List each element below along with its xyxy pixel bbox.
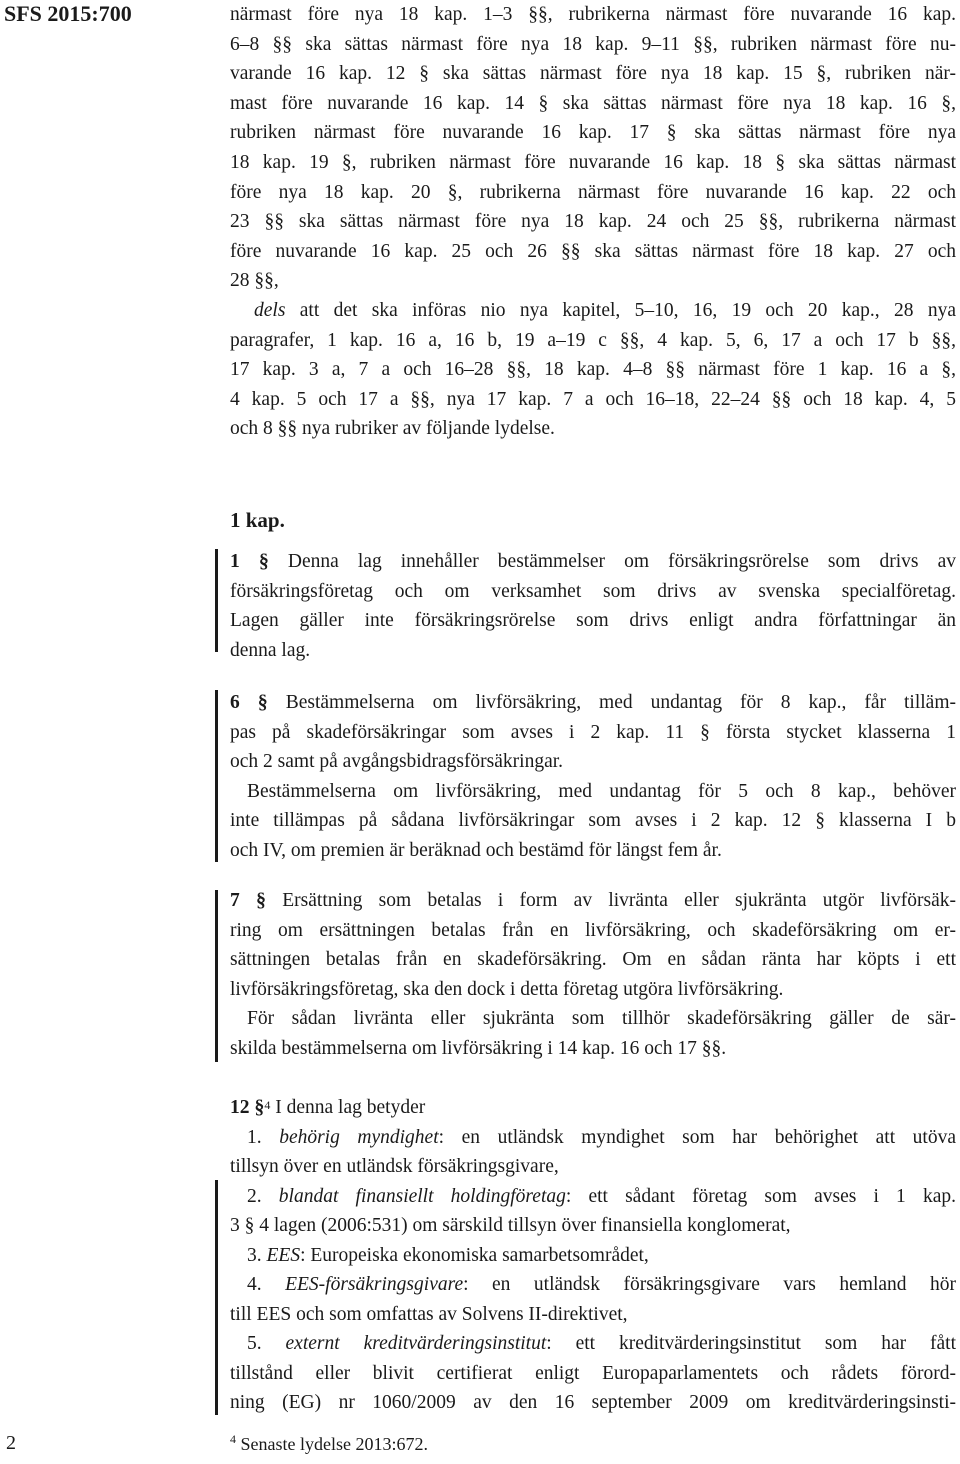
intro-line: varande 16 kap. 12 § ska sättas närmast före nya 18 kap. 15 §, rubriken när- [230, 63, 956, 85]
page-number: 2 [6, 1432, 16, 1454]
footnote-marker: 4 [230, 1432, 236, 1446]
defined-term: behörig myndighet [279, 1126, 439, 1148]
definition-line: 2. blandat finansiellt holdingföretag: ett sådant företag som avses i 1 kap. [247, 1185, 956, 1207]
definition-line: 4. EES-försäkringsgivare: en utländsk försäkringsgivare vars hemland hör [247, 1274, 956, 1295]
chapter-heading: 1 kap. [230, 508, 285, 532]
sfs-number: SFS 2015:700 [4, 1, 132, 26]
defined-term: EES [266, 1244, 301, 1266]
section-1 [230, 547, 956, 665]
footnote-ref: 4 [264, 1098, 271, 1112]
section-line: 12 §$^4$ I denna lag betyder [230, 1096, 426, 1118]
section-line: skilda bestämmelserna om livförsäkring i 14 kap. 16 och 17 §§. [230, 1037, 727, 1059]
definition-line: 3 § 4 lagen (2006:531) om särskild tillsyn över finansiella konglomerat, [230, 1215, 791, 1236]
defined-term: blandat finansiellt holdingföretag [278, 1185, 566, 1207]
intro-line: närmast före nya 18 kap. 1–3 §§, rubrikerna närmast före nuvarande 16 kap. [230, 4, 956, 25]
dels-line [230, 296, 956, 326]
section-line: 6 § Bestämmelserna om livförsäkring, med undantag för 8 kap., får tilläm- [230, 691, 957, 713]
change-bar [215, 690, 218, 862]
intro-line: före nya 18 kap. 20 §, rubrikerna närmast före nuvarande 16 kap. 22 och [230, 181, 956, 203]
section-number: 1 § [230, 550, 269, 572]
definition-line: 3. EES: Europeiska ekonomiska samarbetsområdet, [247, 1244, 649, 1266]
dels-word: dels [254, 299, 286, 321]
dels-line: och 8 §§ nya rubriker av följande lydelse. [230, 418, 555, 440]
section-line: För sådan livränta eller sjukränta som tillhör skadeförsäkring gäller de sär- [247, 1008, 956, 1029]
defined-term: EES-försäkringsgivare [285, 1274, 464, 1295]
change-bar [215, 890, 218, 1062]
definition-line: 5. externt kreditvärderingsinstitut: ett kreditvärderingsinstitut som har fått [247, 1333, 957, 1354]
section-line: Bestämmelserna om livförsäkring, med undantag för 5 och 8 kap., behöver [247, 780, 956, 802]
section-line: och 2 samt på avgångsbidragsförsäkringar. [230, 751, 564, 772]
dels-rest: att det ska införas nio nya kapitel, 5–10, 16, 19 och 20 kap., 28 nya [285, 299, 956, 321]
intro-line: 23 §§ ska sättas närmast före nya 18 kap. 24 och 25 §§, rubrikerna närmast [230, 211, 956, 233]
section-line: och IV, om premien är beräknad och bestämd för längst fem år. [230, 839, 722, 861]
dels-line: 4 kap. 5 och 17 a §§, nya 17 kap. 7 a och 16–18, 22–24 §§ och 18 kap. 4, 5 [230, 388, 956, 410]
definition-line: ning (EG) nr 1060/2009 av den 16 september 2009 om kreditvärderingsinsti- [230, 1392, 956, 1413]
intro-line: 18 kap. 19 §, rubriken närmast före nuvarande 16 kap. 18 § ska sättas närmast [230, 151, 956, 173]
dels-line: paragrafer, 1 kap. 16 a, 16 b, 19 a–19 c §§, 4 kap. 5, 6, 17 a och 17 b §§, [230, 329, 956, 351]
intro-line: 6–8 §§ ska sättas närmast före nya 18 kap. 9–11 §§, rubriken närmast före nu- [230, 33, 956, 55]
section-line: 1 § Denna lag innehåller bestämmelser om försäkringsrörelse som drivs av [230, 550, 956, 572]
defined-term: externt kreditvärderingsinstitut [285, 1333, 547, 1354]
intro-line: före nuvarande 16 kap. 25 och 26 §§ ska sättas närmast före 18 kap. 27 och [230, 240, 956, 262]
section-line: pas på skadeförsäkringar som avses i 2 kap. 11 § första stycket klasserna 1 [230, 721, 956, 743]
section-line: denna lag. [230, 639, 311, 661]
section-line: 7 § Ersättning som betalas i form av livränta eller sjukränta utgör livförsäk- [230, 889, 957, 911]
section-line: sättningen betalas från en skadeförsäkring. Om en sådan ränta har köpts i ett [230, 949, 956, 970]
section-6 [230, 688, 956, 865]
definition-line: tillsyn över en utländsk försäkringsgivare, [230, 1156, 559, 1177]
definition-line: till EES och som omfattas av Solvens II-direktivet, [230, 1303, 628, 1325]
intro-line: rubriken närmast före nuvarande 16 kap. 17 § ska sättas närmast före nya [230, 122, 956, 144]
section-number: 6 § [230, 691, 268, 713]
section-line: försäkringsföretag och om verksamhet som drivs av svenska specialföretag. [230, 580, 956, 602]
section-12 [230, 1093, 956, 1418]
change-bar [215, 549, 218, 652]
section-line: Lagen gäller inte försäkringsrörelse som drivs enligt andra författningar än [230, 610, 956, 631]
section-line: inte tillämpas på sådana livförsäkringar som avses i 2 kap. 12 § klasserna I b [230, 810, 956, 831]
section-7 [230, 886, 956, 1063]
section-number: 7 § [230, 889, 267, 911]
change-bar [215, 1180, 218, 1415]
footnote-text: Senaste lydelse 2013:672. [236, 1434, 428, 1454]
section-line: livförsäkringsföretag, ska den dock i detta företag utgöra livförsäkring. [230, 978, 784, 1000]
definition-line: 1. behörig myndighet: en utländsk myndighet som har behörighet att utöva [247, 1126, 957, 1148]
intro-paragraph [230, 0, 956, 444]
intro-line: mast före nuvarande 16 kap. 14 § ska sättas närmast före nya 18 kap. 16 §, [230, 92, 956, 114]
footnote [230, 1434, 428, 1455]
dels-line: 17 kap. 3 a, 7 a och 16–28 §§, 18 kap. 4–8 §§ närmast före 1 kap. 16 a §, [230, 359, 956, 381]
section-number: 12 § [230, 1096, 265, 1118]
intro-line: 28 §§, [230, 270, 279, 292]
section-line: ring om ersättningen betalas från en livförsäkring, och skadeförsäkring om er- [230, 919, 956, 941]
definition-line: tillstånd eller blivit certifierat enligt Europaparlamentets och rådets förord- [230, 1362, 956, 1384]
